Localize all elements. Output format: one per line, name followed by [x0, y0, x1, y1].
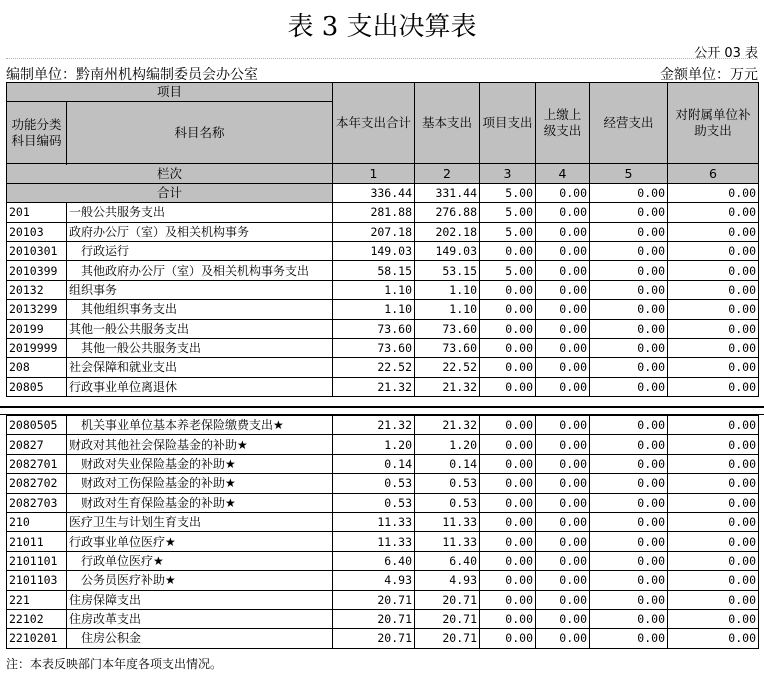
table-row: [7, 377, 759, 396]
row-value: 0.14: [415, 454, 480, 473]
row-value: 0.00: [668, 261, 759, 280]
row-value: 22.52: [333, 358, 415, 377]
row-value: 0.00: [480, 532, 536, 551]
table-row: [7, 551, 759, 570]
row-code: 22102: [7, 609, 67, 628]
row-value: 20.71: [333, 609, 415, 628]
row-value: 0.53: [415, 493, 480, 512]
row-value: 0.00: [590, 416, 668, 435]
sum-cell: 0.00: [668, 183, 759, 202]
row-value: 0.00: [536, 551, 590, 570]
row-value: 22.52: [415, 358, 480, 377]
row-value: 1.10: [415, 300, 480, 319]
row-code: 2019999: [7, 338, 67, 357]
row-name: 住房改革支出: [67, 609, 333, 628]
col-num: 1: [333, 164, 415, 183]
row-value: 0.00: [590, 241, 668, 260]
row-value: 149.03: [333, 241, 415, 260]
row-name: 机关事业单位基本养老保险缴费支出★: [67, 416, 333, 435]
table-row: [7, 222, 759, 241]
row-value: 0.00: [536, 338, 590, 357]
sum-cell: 0.00: [590, 183, 668, 202]
row-value: 0.00: [668, 493, 759, 512]
col-num: 6: [668, 164, 759, 183]
row-value: 21.32: [333, 416, 415, 435]
row-value: 0.00: [590, 493, 668, 512]
row-value: 0.00: [480, 571, 536, 590]
expenditure-table-bottom: [6, 415, 759, 649]
row-value: 5.00: [480, 261, 536, 280]
row-name: 财政对失业保险基金的补助★: [67, 454, 333, 473]
sum-cell: 0.00: [536, 183, 590, 202]
row-value: 0.00: [668, 377, 759, 396]
row-value: 5.00: [480, 222, 536, 241]
row-value: 0.00: [536, 358, 590, 377]
row-name: 行政事业单位医疗★: [67, 532, 333, 551]
dotted-guide-line: [6, 44, 758, 59]
row-value: 0.00: [668, 571, 759, 590]
row-value: 0.00: [536, 261, 590, 280]
row-value: 0.00: [536, 416, 590, 435]
row-value: 20.71: [333, 629, 415, 648]
row-code: 201: [7, 203, 67, 222]
row-value: 0.00: [590, 261, 668, 280]
col-num: 2: [415, 164, 480, 183]
row-value: 0.53: [333, 493, 415, 512]
row-value: 0.00: [480, 454, 536, 473]
row-name: 组织事务: [67, 280, 333, 299]
header-subsidy: 对附属单位补助支出: [668, 83, 759, 164]
header-item: 项目: [7, 83, 333, 102]
table-row: [7, 358, 759, 377]
row-name: 行政事业单位离退休: [67, 377, 333, 396]
table-row: [7, 241, 759, 260]
row-value: 0.00: [480, 609, 536, 628]
row-name: 其他组织事务支出: [67, 300, 333, 319]
row-value: 0.00: [536, 435, 590, 454]
table-row: [7, 474, 759, 493]
row-value: 0.00: [668, 629, 759, 648]
row-value: 0.00: [536, 241, 590, 260]
page-title: 表 3 支出决算表: [287, 12, 477, 42]
table-row: [7, 261, 759, 280]
row-name: 住房公积金: [67, 629, 333, 648]
table-row: [7, 454, 759, 473]
row-value: 73.60: [415, 319, 480, 338]
row-value: 73.60: [333, 338, 415, 357]
row-value: 0.00: [480, 358, 536, 377]
row-value: 0.00: [668, 280, 759, 299]
row-value: 0.00: [590, 454, 668, 473]
row-value: 0.00: [668, 590, 759, 609]
row-name: 其他一般公共服务支出: [67, 338, 333, 357]
row-value: 20.71: [415, 609, 480, 628]
row-value: 0.00: [590, 629, 668, 648]
row-value: 0.00: [536, 512, 590, 531]
row-value: 0.00: [590, 280, 668, 299]
row-value: 0.00: [668, 435, 759, 454]
row-code: 2210201: [7, 629, 67, 648]
row-value: 0.00: [536, 629, 590, 648]
row-value: 0.00: [480, 551, 536, 570]
header-name: 科目名称: [67, 102, 333, 164]
row-value: 0.00: [536, 532, 590, 551]
row-value: 0.00: [536, 474, 590, 493]
row-value: 276.88: [415, 203, 480, 222]
row-value: 0.00: [590, 590, 668, 609]
row-value: 0.00: [668, 300, 759, 319]
row-code: 20132: [7, 280, 67, 299]
table-row: [7, 300, 759, 319]
row-code: 2082702: [7, 474, 67, 493]
row-code: 2080505: [7, 416, 67, 435]
row-value: 0.00: [480, 590, 536, 609]
row-value: 0.00: [480, 435, 536, 454]
row-value: 21.32: [415, 377, 480, 396]
header-project: 项目支出: [480, 83, 536, 164]
col-num: 4: [536, 164, 590, 183]
sum-label: 合计: [7, 183, 333, 202]
table-number: 公开 03 表: [694, 46, 758, 61]
row-name: 其他政府办公厅（室）及相关机构事务支出: [67, 261, 333, 280]
row-value: 1.20: [333, 435, 415, 454]
header-code: 功能分类科目编码: [7, 102, 67, 164]
table-note: 注：本表反映部门本年度各项支出情况。: [6, 657, 223, 671]
row-code: 2101103: [7, 571, 67, 590]
row-code: 20199: [7, 319, 67, 338]
row-value: 0.53: [333, 474, 415, 493]
row-value: 11.33: [415, 532, 480, 551]
row-value: 0.00: [590, 551, 668, 570]
row-value: 149.03: [415, 241, 480, 260]
row-name: 财政对生育保险基金的补助★: [67, 493, 333, 512]
row-name: 社会保障和就业支出: [67, 358, 333, 377]
row-code: 221: [7, 590, 67, 609]
row-value: 1.10: [415, 280, 480, 299]
col-num: 3: [480, 164, 536, 183]
row-value: 0.00: [536, 280, 590, 299]
table-row: [7, 609, 759, 628]
row-value: 0.00: [590, 203, 668, 222]
row-value: 21.32: [415, 416, 480, 435]
row-value: 281.88: [333, 203, 415, 222]
row-code: 2013299: [7, 300, 67, 319]
row-value: 0.00: [536, 571, 590, 590]
table-row: [7, 416, 759, 435]
table-row: [7, 338, 759, 357]
row-name: 公务员医疗补助★: [67, 571, 333, 590]
header-total: 本年支出合计: [333, 83, 415, 164]
row-value: 0.00: [668, 416, 759, 435]
row-value: 11.33: [415, 512, 480, 531]
row-code: 208: [7, 358, 67, 377]
row-value: 11.33: [333, 512, 415, 531]
row-value: 0.00: [668, 532, 759, 551]
row-name: 行政单位医疗★: [67, 551, 333, 570]
col-num: 5: [590, 164, 668, 183]
row-name: 政府办公厅（室）及相关机构事务: [67, 222, 333, 241]
unit-row: [6, 62, 758, 83]
row-value: 11.33: [333, 532, 415, 551]
row-value: 0.00: [480, 512, 536, 531]
row-value: 0.00: [668, 512, 759, 531]
row-value: 0.00: [668, 203, 759, 222]
table-row: [7, 629, 759, 648]
row-value: 0.00: [590, 435, 668, 454]
row-value: 0.00: [668, 222, 759, 241]
row-name: 其他一般公共服务支出: [67, 319, 333, 338]
row-value: 58.15: [333, 261, 415, 280]
row-value: 0.00: [590, 358, 668, 377]
row-value: 0.00: [590, 474, 668, 493]
row-value: 0.00: [668, 454, 759, 473]
row-value: 1.10: [333, 300, 415, 319]
row-name: 财政对工伤保险基金的补助★: [67, 474, 333, 493]
row-value: 6.40: [333, 551, 415, 570]
row-value: 0.00: [480, 416, 536, 435]
row-name: 一般公共服务支出: [67, 203, 333, 222]
row-code: 2082703: [7, 493, 67, 512]
row-value: 1.10: [333, 280, 415, 299]
row-name: 住房保障支出: [67, 590, 333, 609]
row-code: 20103: [7, 222, 67, 241]
row-value: 0.00: [480, 300, 536, 319]
table-row: [7, 590, 759, 609]
row-value: 0.00: [668, 358, 759, 377]
row-value: 21.32: [333, 377, 415, 396]
table-row: [7, 493, 759, 512]
row-value: 20.71: [333, 590, 415, 609]
row-value: 4.93: [333, 571, 415, 590]
row-value: 0.00: [590, 532, 668, 551]
row-value: 0.00: [668, 551, 759, 570]
row-value: 0.00: [536, 493, 590, 512]
row-value: 0.00: [536, 319, 590, 338]
row-value: 0.00: [536, 300, 590, 319]
row-value: 73.60: [333, 319, 415, 338]
header-row-no: 栏次: [7, 164, 333, 183]
row-value: 0.14: [333, 454, 415, 473]
row-value: 0.53: [415, 474, 480, 493]
row-value: 73.60: [415, 338, 480, 357]
sum-cell: 336.44: [333, 183, 415, 202]
row-value: 0.00: [536, 377, 590, 396]
table-row: [7, 512, 759, 531]
row-value: 0.00: [590, 609, 668, 628]
row-value: 0.00: [480, 493, 536, 512]
row-value: 4.93: [415, 571, 480, 590]
row-value: 6.40: [415, 551, 480, 570]
row-value: 0.00: [536, 222, 590, 241]
row-value: 0.00: [480, 241, 536, 260]
row-code: 210: [7, 512, 67, 531]
row-value: 0.00: [480, 280, 536, 299]
row-value: 207.18: [333, 222, 415, 241]
header-business: 经营支出: [590, 83, 668, 164]
row-value: 20.71: [415, 629, 480, 648]
row-value: 0.00: [480, 319, 536, 338]
row-value: 0.00: [668, 474, 759, 493]
row-code: 2010399: [7, 261, 67, 280]
row-value: 0.00: [668, 241, 759, 260]
row-value: 5.00: [480, 203, 536, 222]
row-name: 医疗卫生与计划生育支出: [67, 512, 333, 531]
row-value: 0.00: [590, 571, 668, 590]
expenditure-table-top: [6, 82, 759, 397]
table-row: [7, 571, 759, 590]
row-value: 20.71: [415, 590, 480, 609]
table-row: [7, 280, 759, 299]
sum-cell: 331.44: [415, 183, 480, 202]
row-name: 财政对其他社会保险基金的补助★: [67, 435, 333, 454]
money-unit: 金额单位：万元: [660, 67, 758, 83]
sum-cell: 5.00: [480, 183, 536, 202]
table-row: [7, 319, 759, 338]
row-value: 0.00: [590, 512, 668, 531]
row-value: 0.00: [668, 319, 759, 338]
row-value: 0.00: [668, 609, 759, 628]
page-break-separator: [0, 406, 764, 415]
row-code: 21011: [7, 532, 67, 551]
row-name: 行政运行: [67, 241, 333, 260]
row-value: 0.00: [668, 338, 759, 357]
row-value: 0.00: [536, 590, 590, 609]
compiling-unit: 编制单位：黔南州机构编制委员会办公室: [6, 67, 258, 83]
row-code: 2082701: [7, 454, 67, 473]
row-code: 2101101: [7, 551, 67, 570]
row-value: 0.00: [536, 454, 590, 473]
row-value: 0.00: [590, 222, 668, 241]
row-value: 0.00: [590, 300, 668, 319]
row-value: 0.00: [480, 338, 536, 357]
row-value: 0.00: [480, 377, 536, 396]
row-value: 0.00: [590, 338, 668, 357]
header-basic: 基本支出: [415, 83, 480, 164]
row-value: 0.00: [480, 629, 536, 648]
row-code: 2010301: [7, 241, 67, 260]
row-value: 0.00: [536, 609, 590, 628]
row-value: 1.20: [415, 435, 480, 454]
table-row: [7, 203, 759, 222]
table-row: [7, 435, 759, 454]
row-value: 0.00: [480, 474, 536, 493]
row-value: 0.00: [590, 319, 668, 338]
row-code: 20805: [7, 377, 67, 396]
row-code: 20827: [7, 435, 67, 454]
header-upper: 上缴上级支出: [536, 83, 590, 164]
row-value: 0.00: [590, 377, 668, 396]
table-row: [7, 532, 759, 551]
row-value: 0.00: [536, 203, 590, 222]
row-value: 202.18: [415, 222, 480, 241]
row-value: 53.15: [415, 261, 480, 280]
